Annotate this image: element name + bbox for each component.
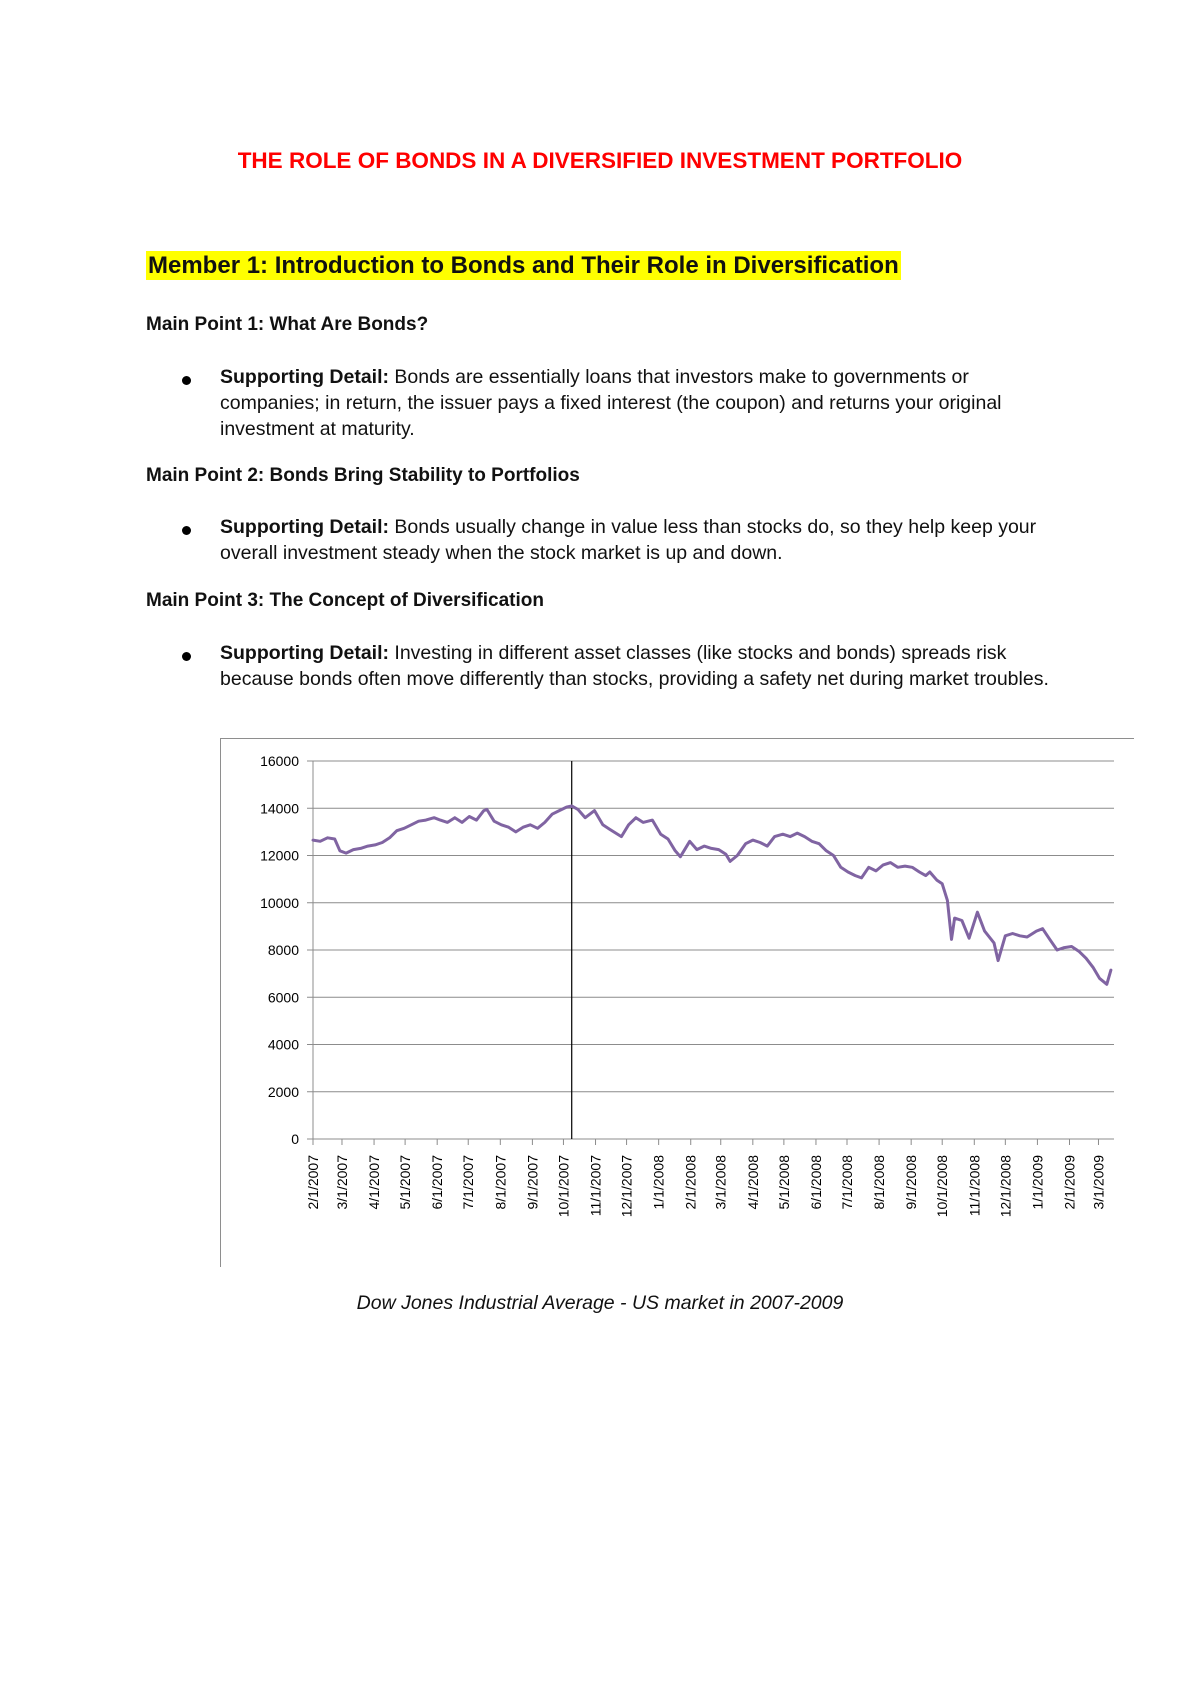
detail-label: Supporting Detail: [220,366,389,388]
detail-text [220,640,1060,692]
x-tick-label: 1/1/2008 [650,1155,667,1210]
x-tick-label: 5/1/2008 [775,1155,792,1210]
detail-label: Supporting Detail: [220,642,389,664]
document-title: THE ROLE OF BONDS IN A DIVERSIFIED INVESTMENT PORTFOLIO [237,148,963,173]
x-tick-label: 1/1/2009 [1029,1155,1046,1210]
x-tick-label: 9/1/2008 [903,1155,920,1210]
detail-body: Bonds are essentially loans that investors make to governments or companies; in return, the issuer pays a fixed interest (the coupon) and returns your original investment at maturity. [220,366,1002,440]
detail-label: Supporting Detail: [220,516,389,538]
y-tick-label: 6000 [267,989,299,1006]
x-tick-label: 10/1/2007 [555,1155,572,1218]
x-tick-label: 9/1/2007 [524,1155,541,1210]
x-tick-label: 4/1/2007 [366,1155,383,1210]
x-tick-label: 6/1/2007 [429,1155,446,1210]
y-tick-label: 14000 [260,800,299,817]
x-tick-label: 4/1/2008 [744,1155,761,1210]
y-tick-label: 2000 [267,1083,299,1100]
x-tick-label: 6/1/2008 [807,1155,824,1210]
y-tick-label: 12000 [260,847,299,864]
section-heading [146,248,901,284]
y-tick-label: 4000 [267,1036,299,1053]
dow-jones-series-line [313,806,1111,984]
detail-body: Bonds usually change in value less than stocks do, so they help keep your overall investment steady when the stock market is up and down. [220,516,1037,564]
x-tick-label: 8/1/2008 [871,1155,888,1210]
dow-jones-chart [220,738,1134,1267]
main-point-2-heading: Main Point 2: Bonds Bring Stability to Portfolios [146,465,580,486]
x-tick-label: 3/1/2009 [1090,1155,1107,1210]
main-point-1-heading: Main Point 1: What Are Bonds? [146,314,429,335]
x-tick-label: 8/1/2007 [492,1155,509,1210]
x-tick-label: 2/1/2007 [305,1155,321,1210]
x-tick-label: 11/1/2008 [966,1155,983,1217]
x-tick-label: 3/1/2007 [333,1155,350,1210]
y-tick-label: 10000 [260,894,299,911]
x-tick-label: 10/1/2008 [934,1155,951,1218]
main-point-3-heading: Main Point 3: The Concept of Diversification [146,590,544,611]
y-tick-label: 16000 [260,753,299,769]
detail-text [220,364,1060,442]
bullet-icon [182,376,191,385]
x-tick-label: 7/1/2007 [460,1155,477,1210]
chart-canvas [221,739,1134,1267]
y-tick-label: 0 [291,1131,299,1147]
x-tick-label: 5/1/2007 [397,1155,414,1210]
x-tick-label: 11/1/2007 [587,1155,604,1217]
x-tick-label: 12/1/2008 [997,1155,1014,1218]
chart-caption: Dow Jones Industrial Average - US market in 2007-2009 [356,1292,844,1314]
y-tick-label: 8000 [267,942,299,958]
section-heading-highlight: Member 1: Introduction to Bonds and Their Role in Diversification [148,252,899,279]
bullet-icon [182,652,191,661]
x-tick-label: 2/1/2009 [1061,1155,1078,1210]
x-tick-label: 2/1/2008 [682,1155,699,1210]
bullet-icon [182,526,191,535]
x-tick-label: 12/1/2007 [618,1155,635,1218]
x-tick-label: 3/1/2008 [712,1155,729,1210]
detail-text [220,514,1060,566]
detail-body: Investing in different asset classes (like stocks and bonds) spreads risk because bonds often move differently than stocks, providing a safety net during market troubles. [220,642,1049,690]
x-tick-label: 7/1/2008 [839,1155,855,1210]
